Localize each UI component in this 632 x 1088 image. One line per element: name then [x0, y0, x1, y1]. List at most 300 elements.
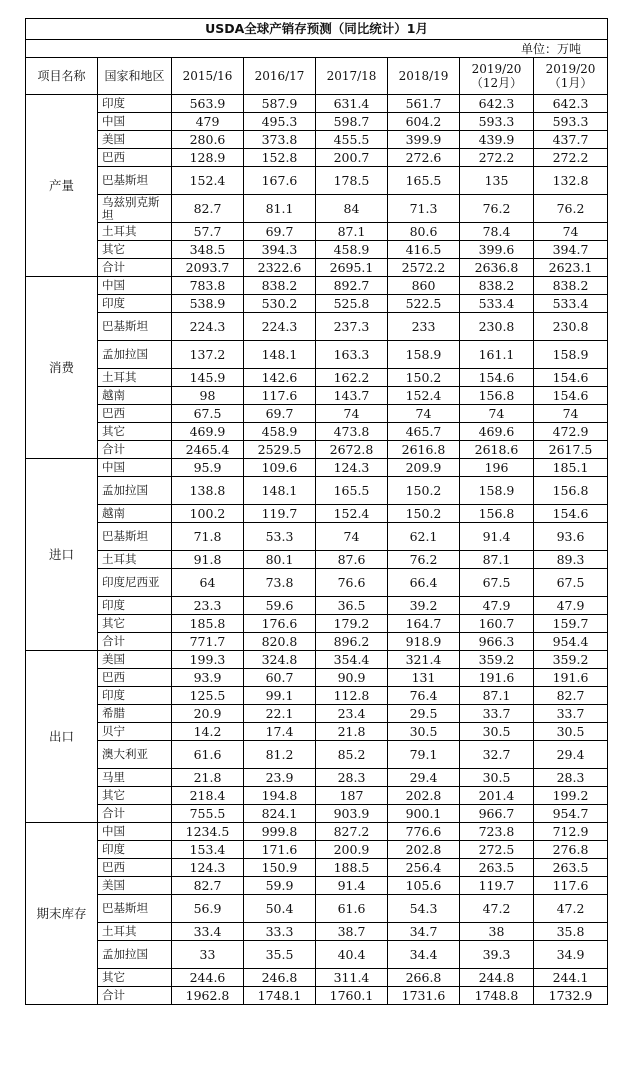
value-cell: 30.5 — [534, 723, 608, 741]
table-row — [26, 441, 608, 459]
country-cell: 其它 — [98, 615, 172, 633]
table-row — [26, 705, 608, 723]
value-cell: 598.7 — [316, 113, 388, 131]
table-row — [26, 787, 608, 805]
header-country: 国家和地区 — [98, 58, 172, 95]
value-cell: 91.4 — [460, 523, 534, 551]
value-cell: 178.5 — [316, 167, 388, 195]
table-row — [26, 841, 608, 859]
country-cell: 越南 — [98, 387, 172, 405]
value-cell: 67.5 — [460, 569, 534, 597]
value-cell: 359.2 — [460, 651, 534, 669]
value-cell: 78.4 — [460, 223, 534, 241]
value-cell: 150.2 — [388, 505, 460, 523]
table-row — [26, 687, 608, 705]
value-cell: 399.9 — [388, 131, 460, 149]
value-cell: 469.6 — [460, 423, 534, 441]
country-cell: 美国 — [98, 131, 172, 149]
country-cell: 孟加拉国 — [98, 477, 172, 505]
value-cell: 79.1 — [388, 741, 460, 769]
header-2017-18: 2017/18 — [316, 58, 388, 95]
country-cell: 合计 — [98, 987, 172, 1005]
table-row — [26, 369, 608, 387]
value-cell: 34.4 — [388, 941, 460, 969]
value-cell: 233 — [388, 313, 460, 341]
value-cell: 91.8 — [172, 551, 244, 569]
value-cell: 80.6 — [388, 223, 460, 241]
value-cell: 69.7 — [244, 405, 316, 423]
value-cell: 124.3 — [316, 459, 388, 477]
value-cell: 128.9 — [172, 149, 244, 167]
value-cell: 152.4 — [172, 167, 244, 195]
country-cell: 其它 — [98, 787, 172, 805]
value-cell: 82.7 — [534, 687, 608, 705]
value-cell: 642.3 — [534, 95, 608, 113]
value-cell: 93.9 — [172, 669, 244, 687]
value-cell: 98 — [172, 387, 244, 405]
table-row — [26, 741, 608, 769]
value-cell: 156.8 — [534, 477, 608, 505]
value-cell: 33 — [172, 941, 244, 969]
value-cell: 458.9 — [244, 423, 316, 441]
country-cell: 其它 — [98, 241, 172, 259]
country-cell: 印度 — [98, 597, 172, 615]
value-cell: 36.5 — [316, 597, 388, 615]
value-cell: 2616.8 — [388, 441, 460, 459]
country-cell: 乌兹别克斯坦 — [98, 195, 172, 223]
value-cell: 176.6 — [244, 615, 316, 633]
value-cell: 150.2 — [388, 477, 460, 505]
value-cell: 158.9 — [460, 477, 534, 505]
value-cell: 150.2 — [388, 369, 460, 387]
value-cell: 152.8 — [244, 149, 316, 167]
country-cell: 巴基斯坦 — [98, 523, 172, 551]
value-cell: 776.6 — [388, 823, 460, 841]
value-cell: 525.8 — [316, 295, 388, 313]
value-cell: 563.9 — [172, 95, 244, 113]
table-row — [26, 969, 608, 987]
value-cell: 57.7 — [172, 223, 244, 241]
country-cell: 马里 — [98, 769, 172, 787]
value-cell: 35.5 — [244, 941, 316, 969]
value-cell: 266.8 — [388, 969, 460, 987]
value-cell: 723.8 — [460, 823, 534, 841]
value-cell: 117.6 — [244, 387, 316, 405]
value-cell: 39.2 — [388, 597, 460, 615]
value-cell: 20.9 — [172, 705, 244, 723]
value-cell: 1234.5 — [172, 823, 244, 841]
header-category: 项目名称 — [26, 58, 98, 95]
value-cell: 200.7 — [316, 149, 388, 167]
value-cell: 137.2 — [172, 341, 244, 369]
value-cell: 158.9 — [534, 341, 608, 369]
value-cell: 2093.7 — [172, 259, 244, 277]
value-cell: 156.8 — [460, 387, 534, 405]
value-cell: 272.5 — [460, 841, 534, 859]
value-cell: 185.1 — [534, 459, 608, 477]
country-cell: 合计 — [98, 441, 172, 459]
value-cell: 820.8 — [244, 633, 316, 651]
value-cell: 29.4 — [534, 741, 608, 769]
value-cell: 64 — [172, 569, 244, 597]
value-cell: 53.3 — [244, 523, 316, 551]
value-cell: 522.5 — [388, 295, 460, 313]
value-cell: 22.1 — [244, 705, 316, 723]
value-cell: 244.8 — [460, 969, 534, 987]
value-cell: 38 — [460, 923, 534, 941]
value-cell: 199.2 — [534, 787, 608, 805]
value-cell: 272.2 — [534, 149, 608, 167]
value-cell: 81.1 — [244, 195, 316, 223]
value-cell: 263.5 — [460, 859, 534, 877]
value-cell: 201.4 — [460, 787, 534, 805]
value-cell: 533.4 — [534, 295, 608, 313]
value-cell: 473.8 — [316, 423, 388, 441]
table-row — [26, 923, 608, 941]
value-cell: 112.8 — [316, 687, 388, 705]
value-cell: 538.9 — [172, 295, 244, 313]
value-cell: 2572.2 — [388, 259, 460, 277]
value-cell: 824.1 — [244, 805, 316, 823]
value-cell: 472.9 — [534, 423, 608, 441]
value-cell: 82.7 — [172, 877, 244, 895]
table-row — [26, 477, 608, 505]
value-cell: 2617.5 — [534, 441, 608, 459]
table-row — [26, 241, 608, 259]
value-cell: 838.2 — [460, 277, 534, 295]
value-cell: 838.2 — [534, 277, 608, 295]
country-cell: 美国 — [98, 651, 172, 669]
value-cell: 135 — [460, 167, 534, 195]
value-cell: 593.3 — [534, 113, 608, 131]
value-cell: 28.3 — [534, 769, 608, 787]
country-cell: 贝宁 — [98, 723, 172, 741]
country-cell: 越南 — [98, 505, 172, 523]
country-cell: 希腊 — [98, 705, 172, 723]
value-cell: 82.7 — [172, 195, 244, 223]
value-cell: 84 — [316, 195, 388, 223]
value-cell: 167.6 — [244, 167, 316, 195]
country-cell: 中国 — [98, 113, 172, 131]
table-row — [26, 405, 608, 423]
value-cell: 2623.1 — [534, 259, 608, 277]
table-row — [26, 223, 608, 241]
value-cell: 561.7 — [388, 95, 460, 113]
value-cell: 771.7 — [172, 633, 244, 651]
value-cell: 125.5 — [172, 687, 244, 705]
value-cell: 437.7 — [534, 131, 608, 149]
value-cell: 903.9 — [316, 805, 388, 823]
value-cell: 156.8 — [460, 505, 534, 523]
table-row — [26, 723, 608, 741]
value-cell: 59.6 — [244, 597, 316, 615]
value-cell: 954.4 — [534, 633, 608, 651]
value-cell: 827.2 — [316, 823, 388, 841]
value-cell: 60.7 — [244, 669, 316, 687]
value-cell: 154.6 — [534, 505, 608, 523]
value-cell: 87.1 — [460, 551, 534, 569]
value-cell: 712.9 — [534, 823, 608, 841]
value-cell: 35.8 — [534, 923, 608, 941]
value-cell: 185.8 — [172, 615, 244, 633]
table-row — [26, 459, 608, 477]
value-cell: 76.2 — [460, 195, 534, 223]
value-cell: 39.3 — [460, 941, 534, 969]
value-cell: 59.9 — [244, 877, 316, 895]
value-cell: 74 — [388, 405, 460, 423]
header-2019-20-dec: 2019/20（12月） — [460, 58, 534, 95]
table-row — [26, 769, 608, 787]
value-cell: 73.8 — [244, 569, 316, 597]
value-cell: 179.2 — [316, 615, 388, 633]
value-cell: 272.6 — [388, 149, 460, 167]
value-cell: 604.2 — [388, 113, 460, 131]
table-row — [26, 523, 608, 551]
value-cell: 30.5 — [388, 723, 460, 741]
value-cell: 76.2 — [534, 195, 608, 223]
country-cell: 巴西 — [98, 405, 172, 423]
value-cell: 188.5 — [316, 859, 388, 877]
value-cell: 23.4 — [316, 705, 388, 723]
value-cell: 2672.8 — [316, 441, 388, 459]
value-cell: 394.7 — [534, 241, 608, 259]
value-cell: 33.4 — [172, 923, 244, 941]
value-cell: 191.6 — [460, 669, 534, 687]
value-cell: 196 — [460, 459, 534, 477]
value-cell: 124.3 — [172, 859, 244, 877]
value-cell: 280.6 — [172, 131, 244, 149]
value-cell: 2465.4 — [172, 441, 244, 459]
value-cell: 66.4 — [388, 569, 460, 597]
value-cell: 76.6 — [316, 569, 388, 597]
value-cell: 87.6 — [316, 551, 388, 569]
value-cell: 1732.9 — [534, 987, 608, 1005]
value-cell: 237.3 — [316, 313, 388, 341]
country-cell: 印度 — [98, 841, 172, 859]
country-cell: 印度 — [98, 687, 172, 705]
header-2016-17: 2016/17 — [244, 58, 316, 95]
value-cell: 119.7 — [244, 505, 316, 523]
value-cell: 354.4 — [316, 651, 388, 669]
value-cell: 119.7 — [460, 877, 534, 895]
value-cell: 755.5 — [172, 805, 244, 823]
table-row — [26, 823, 608, 841]
value-cell: 530.2 — [244, 295, 316, 313]
value-cell: 87.1 — [316, 223, 388, 241]
value-cell: 860 — [388, 277, 460, 295]
value-cell: 76.2 — [388, 551, 460, 569]
value-cell: 67.5 — [534, 569, 608, 597]
value-cell: 171.6 — [244, 841, 316, 859]
table-row — [26, 277, 608, 295]
value-cell: 263.5 — [534, 859, 608, 877]
table-row — [26, 95, 608, 113]
value-cell: 1748.8 — [460, 987, 534, 1005]
value-cell: 966.3 — [460, 633, 534, 651]
country-cell: 巴西 — [98, 669, 172, 687]
value-cell: 47.9 — [534, 597, 608, 615]
value-cell: 99.1 — [244, 687, 316, 705]
value-cell: 218.4 — [172, 787, 244, 805]
country-cell: 其它 — [98, 969, 172, 987]
unit-label: 单位：万吨 — [26, 40, 608, 58]
table-row — [26, 615, 608, 633]
value-cell: 224.3 — [244, 313, 316, 341]
country-cell: 巴基斯坦 — [98, 313, 172, 341]
value-cell: 61.6 — [172, 741, 244, 769]
value-cell: 33.7 — [534, 705, 608, 723]
table-row — [26, 387, 608, 405]
value-cell: 359.2 — [534, 651, 608, 669]
table-row — [26, 195, 608, 223]
value-cell: 34.7 — [388, 923, 460, 941]
table-row — [26, 633, 608, 651]
value-cell: 495.3 — [244, 113, 316, 131]
country-cell: 印度尼西亚 — [98, 569, 172, 597]
supply-demand-table — [25, 18, 608, 1005]
category-cell: 出口 — [26, 651, 98, 823]
value-cell: 246.8 — [244, 969, 316, 987]
country-cell: 中国 — [98, 459, 172, 477]
value-cell: 593.3 — [460, 113, 534, 131]
value-cell: 1760.1 — [316, 987, 388, 1005]
value-cell: 154.6 — [534, 387, 608, 405]
value-cell: 138.8 — [172, 477, 244, 505]
value-cell: 150.9 — [244, 859, 316, 877]
value-cell: 50.4 — [244, 895, 316, 923]
table-row — [26, 313, 608, 341]
value-cell: 74 — [534, 223, 608, 241]
value-cell: 954.7 — [534, 805, 608, 823]
value-cell: 143.7 — [316, 387, 388, 405]
country-cell: 美国 — [98, 877, 172, 895]
country-cell: 其它 — [98, 423, 172, 441]
country-cell: 合计 — [98, 805, 172, 823]
value-cell: 62.1 — [388, 523, 460, 551]
value-cell: 91.4 — [316, 877, 388, 895]
table-row — [26, 259, 608, 277]
value-cell: 209.9 — [388, 459, 460, 477]
value-cell: 256.4 — [388, 859, 460, 877]
value-cell: 23.9 — [244, 769, 316, 787]
value-cell: 54.3 — [388, 895, 460, 923]
country-cell: 巴基斯坦 — [98, 895, 172, 923]
table-row — [26, 805, 608, 823]
value-cell: 1731.6 — [388, 987, 460, 1005]
table-row — [26, 859, 608, 877]
value-cell: 2322.6 — [244, 259, 316, 277]
value-cell: 162.2 — [316, 369, 388, 387]
value-cell: 966.7 — [460, 805, 534, 823]
header-2018-19: 2018/19 — [388, 58, 460, 95]
value-cell: 21.8 — [316, 723, 388, 741]
value-cell: 321.4 — [388, 651, 460, 669]
value-cell: 67.5 — [172, 405, 244, 423]
country-cell: 土耳其 — [98, 923, 172, 941]
value-cell: 373.8 — [244, 131, 316, 149]
value-cell: 160.7 — [460, 615, 534, 633]
value-cell: 2529.5 — [244, 441, 316, 459]
value-cell: 918.9 — [388, 633, 460, 651]
value-cell: 896.2 — [316, 633, 388, 651]
country-cell: 合计 — [98, 259, 172, 277]
value-cell: 148.1 — [244, 341, 316, 369]
value-cell: 33.3 — [244, 923, 316, 941]
value-cell: 117.6 — [534, 877, 608, 895]
value-cell: 324.8 — [244, 651, 316, 669]
value-cell: 783.8 — [172, 277, 244, 295]
country-cell: 孟加拉国 — [98, 941, 172, 969]
value-cell: 100.2 — [172, 505, 244, 523]
table-row — [26, 423, 608, 441]
value-cell: 838.2 — [244, 277, 316, 295]
value-cell: 244.6 — [172, 969, 244, 987]
value-cell: 23.3 — [172, 597, 244, 615]
value-cell: 109.6 — [244, 459, 316, 477]
value-cell: 148.1 — [244, 477, 316, 505]
table-row — [26, 131, 608, 149]
value-cell: 56.9 — [172, 895, 244, 923]
value-cell: 93.6 — [534, 523, 608, 551]
value-cell: 348.5 — [172, 241, 244, 259]
category-cell: 消费 — [26, 277, 98, 459]
value-cell: 187 — [316, 787, 388, 805]
value-cell: 159.7 — [534, 615, 608, 633]
value-cell: 202.8 — [388, 841, 460, 859]
value-cell: 163.3 — [316, 341, 388, 369]
table-row — [26, 149, 608, 167]
value-cell: 999.8 — [244, 823, 316, 841]
country-cell: 土耳其 — [98, 551, 172, 569]
value-cell: 29.4 — [388, 769, 460, 787]
value-cell: 87.1 — [460, 687, 534, 705]
table-row — [26, 551, 608, 569]
value-cell: 2695.1 — [316, 259, 388, 277]
value-cell: 194.8 — [244, 787, 316, 805]
value-cell: 587.9 — [244, 95, 316, 113]
table-row — [26, 295, 608, 313]
table-container — [25, 18, 607, 1005]
country-cell: 土耳其 — [98, 223, 172, 241]
value-cell: 61.6 — [316, 895, 388, 923]
value-cell: 900.1 — [388, 805, 460, 823]
table-row — [26, 987, 608, 1005]
value-cell: 17.4 — [244, 723, 316, 741]
table-row — [26, 113, 608, 131]
value-cell: 95.9 — [172, 459, 244, 477]
header-2015-16: 2015/16 — [172, 58, 244, 95]
value-cell: 439.9 — [460, 131, 534, 149]
value-cell: 76.4 — [388, 687, 460, 705]
country-cell: 中国 — [98, 823, 172, 841]
value-cell: 200.9 — [316, 841, 388, 859]
value-cell: 154.6 — [460, 369, 534, 387]
country-cell: 印度 — [98, 95, 172, 113]
value-cell: 40.4 — [316, 941, 388, 969]
value-cell: 69.7 — [244, 223, 316, 241]
value-cell: 161.1 — [460, 341, 534, 369]
value-cell: 469.9 — [172, 423, 244, 441]
table-row — [26, 569, 608, 597]
category-cell: 产量 — [26, 95, 98, 277]
country-cell: 巴基斯坦 — [98, 167, 172, 195]
value-cell: 30.5 — [460, 723, 534, 741]
table-row — [26, 941, 608, 969]
value-cell: 145.9 — [172, 369, 244, 387]
value-cell: 152.4 — [388, 387, 460, 405]
value-cell: 152.4 — [316, 505, 388, 523]
value-cell: 74 — [534, 405, 608, 423]
